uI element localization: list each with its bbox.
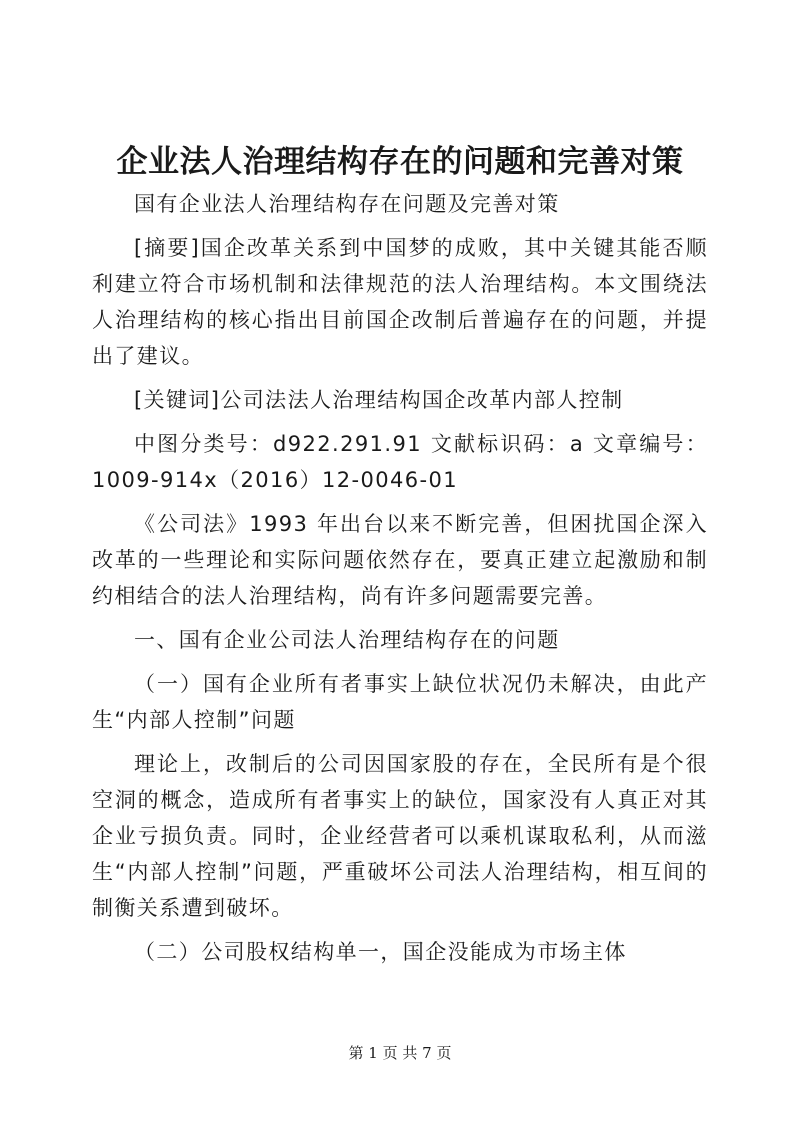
page-number-footer: 第 1 页 共 7 页 (348, 1044, 452, 1062)
classification-paragraph: 中图分类号：d922.291.91 文献标识码：a 文章编号：1009-914x（2016）12-0046-01 (92, 432, 708, 492)
document-body (92, 186, 708, 978)
subtitle-paragraph: 国有企业法人治理结构存在问题及完善对策 (134, 192, 560, 216)
keywords-paragraph: [关键词]公司法法人治理结构国企改革内部人控制 (134, 388, 624, 412)
document-title: 企业法人治理结构存在的问题和完善对策 (116, 144, 684, 180)
body-paragraph: 理论上，改制后的公司因国家股的存在，全民所有是个很空洞的概念，造成所有者事实上的缺位，国家没有人真正对其企业亏损负责。同时，企业经营者可以乘机谋取私利，从而滋生“内部人控制”问题，严重破坏公司法人治理结构，相互间的制衡关系遭到破坏。 (92, 752, 708, 920)
section-heading: 一、国有企业公司法人治理结构存在的问题 (134, 628, 560, 652)
abstract-paragraph: [摘要]国企改革关系到中国梦的成败，其中关键其能否顺利建立符合市场机制和法律规范的法人治理结构。本文围绕法人治理结构的核心指出目前国企改制后普遍存在的问题，并提出了建议。 (92, 236, 708, 368)
subsection-heading-2: （二）公司股权结构单一，国企没能成为市场主体 (134, 940, 627, 964)
intro-paragraph: 《公司法》1993 年出台以来不断完善，但困扰国企深入改革的一些理论和实际问题依然存在，要真正建立起激励和制约相结合的法人治理结构，尚有许多问题需要完善。 (92, 512, 708, 608)
subsection-heading-1: （一）国有企业所有者事实上缺位状况仍未解决，由此产生“内部人控制”问题 (92, 672, 708, 732)
